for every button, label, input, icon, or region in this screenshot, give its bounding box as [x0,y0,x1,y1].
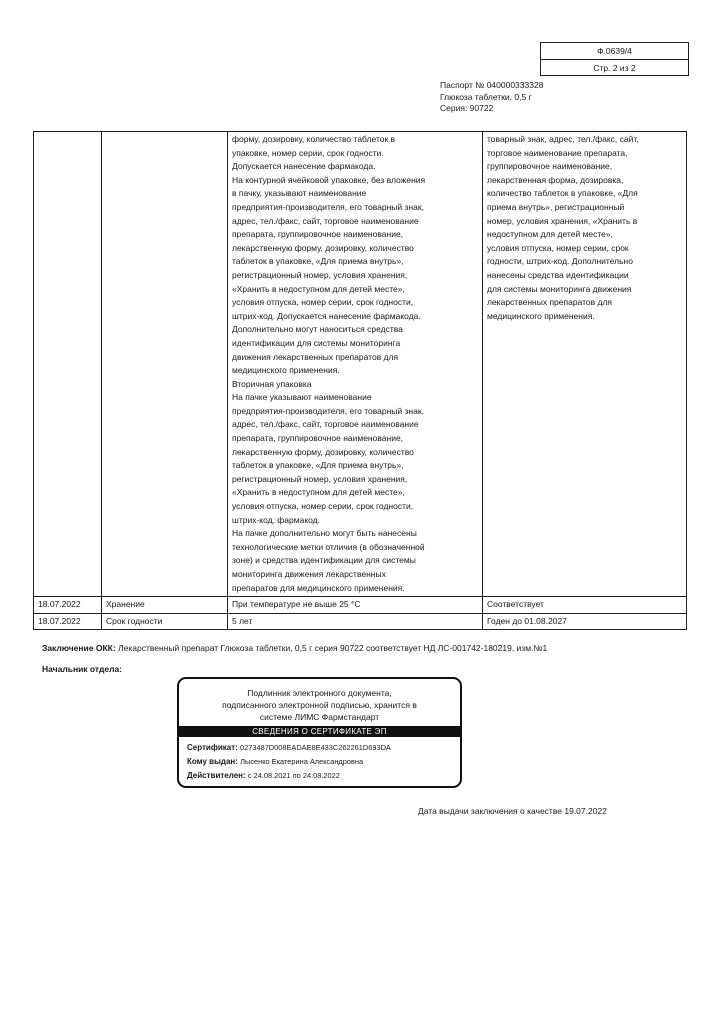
result-cell: Годен до 01.08.2027 [483,613,687,630]
stamp-note-line: системе ЛИМС Фармстандарт [259,712,380,722]
result-cell [483,132,687,597]
certificate-label: Сертификат: [187,743,238,752]
requirement-cell [228,132,483,597]
date-cell [34,132,102,597]
stamp-note-line: подписанного электронной подписью, хранится в [222,700,417,710]
result-text: товарный знак, адрес, тел./факс, сайт, торговое наименование препарата, группировочное наименование, лекарственная форма, дозировка, количество таблеток в упаковке, «Для приема внутрь», регистрационный номер, условия хранения, «Хранить в недоступном для детей месте», условия отпуска, номер серии, срок годности, штрих-код. Дополнительно нанесены средства идентификации для системы мониторинга движения лекарственных препаратов для медицинского применения. [487,134,639,321]
electronic-signature-stamp [177,677,462,788]
head-of-department-label: Начальник отдела: [42,664,123,674]
issued-to-line [187,757,363,766]
page-counter: Стр. 2 из 2 [541,59,688,76]
form-code: Ф.0639/4 [597,46,632,56]
indicator-cell: Срок годности [102,613,228,630]
quality-test-table [33,131,687,630]
certificate-value: 0273487D008EADAE8E433C262261D693DA [240,743,391,752]
form-code-box [540,42,689,76]
stamp-note-line: Подлинник электронного документа, [247,688,392,698]
indicator-cell [102,132,228,597]
indicator-cell: Хранение [102,597,228,614]
passport-number: Паспорт № 040000333328 [440,80,544,90]
issued-to-label: Кому выдан: [187,757,238,766]
table-row [34,597,687,614]
stamp-note [179,687,460,723]
issue-date-label: Дата выдачи заключения о качестве [418,806,562,816]
table-row [34,613,687,630]
passport-series: Серия: 90722 [440,103,494,113]
date-cell: 18.07.2022 [34,597,102,614]
conclusion [42,643,547,653]
requirement-cell: При температуре не выше 25 °С [228,597,483,614]
passport-header [440,80,543,115]
issued-to-value: Лысенко Екатерина Александровна [240,757,364,766]
requirement-text: форму, дозировку, количество таблеток в упаковке, номер серии, срок годности. Допускается нанесение фармакода. На контурной ячейковой упаковке, без вложения в пачку, указывают наименование предприятия-производителя, его товарный знак, адрес, тел./факс, сайт, торговое наименование препарата, группировочное наименование, лекарственную форму, дозировку, количество таблеток в упаковке, «Для приема внутрь», регистрационный номер, условия хранения, «Хранить в недоступном для детей месте», условия отпуска, номер серии, срок годности, штрих-код. Допускается нанесение фармакода. Дополнительно могут наноситься средства идентификации для системы мониторинга движения лекарственных препаратов для медицинского применения. Вторичная упаковка На пачке указывают наименование предприятия-производителя, его товарный знак, адрес, тел./факс, сайт, торговое наименование препарата, группировочное наименование, лекарственную форму, дозировку, количество таблеток в упаковке, «Для приема внутрь», регистрационный номер, условия хранения, «Хранить в недоступном для детей месте», условия отпуска, номер серии, срок годности, штрих-код, фармакод. На пачке дополнительно могут быть нанесены технологические метки отличия (в обозначенной зоне) и средства идентификации для системы мониторинга движения лекарственных препаратов для медицинского применения. [232,134,426,593]
issue-date-value: 19.07.2022 [564,806,607,816]
certificate-line [187,743,391,752]
certificate-banner: СВЕДЕНИЯ О СЕРТИФИКАТЕ ЭП [179,726,460,737]
requirement-cell: 5 лет [228,613,483,630]
valid-value: с 24.08.2021 по 24.08.2022 [247,771,340,780]
valid-line [187,771,340,780]
result-cell: Соответствует [483,597,687,614]
valid-label: Действителен: [187,771,246,780]
table-row [34,132,687,597]
conclusion-text: Лекарственный препарат Глюкоза таблетки, 0,5 г серия 90722 соответствует НД ЛС-001742-180219, изм.№1 [118,643,548,653]
date-cell: 18.07.2022 [34,613,102,630]
passport-product: Глюкоза таблетки, 0,5 г [440,91,532,102]
issue-date-line [418,806,607,816]
conclusion-label: Заключение ОКК: [42,643,116,653]
